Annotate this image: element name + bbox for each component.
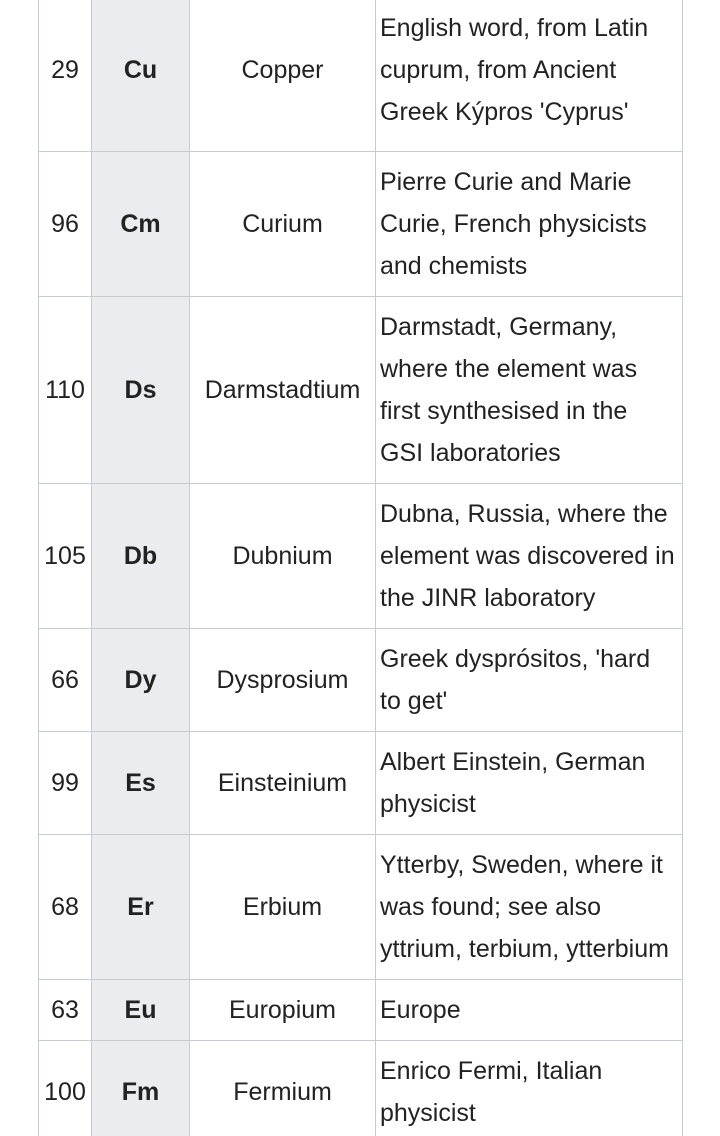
symbol-cell: Dy <box>92 629 190 732</box>
atomic-number-cell: 96 <box>39 152 92 297</box>
symbol-cell: Eu <box>92 980 190 1041</box>
name-origin-cell: Pierre Curie and Marie Curie, French physicists and chemists <box>376 152 683 297</box>
name-origin-cell: English word, from Latin cuprum, from Ancient Greek Kýpros 'Cyprus' <box>376 0 683 152</box>
table-row <box>39 732 683 835</box>
name-origin-cell: Albert Einstein, German physicist <box>376 732 683 835</box>
element-name-cell: Einsteinium <box>190 732 376 835</box>
element-name-cell: Darmstadtium <box>190 297 376 484</box>
symbol-cell: Ds <box>92 297 190 484</box>
table-row <box>39 835 683 980</box>
atomic-number-cell: 29 <box>39 0 92 152</box>
table-row <box>39 484 683 629</box>
table-row <box>39 0 683 152</box>
element-name-cell: Curium <box>190 152 376 297</box>
atomic-number-cell: 68 <box>39 835 92 980</box>
table-row <box>39 629 683 732</box>
element-name-cell: Erbium <box>190 835 376 980</box>
name-origin-cell: Greek dysprósitos, 'hard to get' <box>376 629 683 732</box>
atomic-number-cell: 110 <box>39 297 92 484</box>
symbol-cell: Es <box>92 732 190 835</box>
name-origin-cell: Ytterby, Sweden, where it was found; see also yttrium, terbium, ytterbium <box>376 835 683 980</box>
name-origin-cell: Enrico Fermi, Italian physicist <box>376 1041 683 1136</box>
atomic-number-cell: 105 <box>39 484 92 629</box>
table-row <box>39 297 683 484</box>
element-name-cell: Dysprosium <box>190 629 376 732</box>
symbol-cell: Cm <box>92 152 190 297</box>
atomic-number-cell: 100 <box>39 1041 92 1136</box>
elements-table-container <box>38 0 682 1136</box>
symbol-cell: Er <box>92 835 190 980</box>
atomic-number-cell: 63 <box>39 980 92 1041</box>
elements-table <box>38 0 683 1136</box>
symbol-cell: Cu <box>92 0 190 152</box>
atomic-number-cell: 66 <box>39 629 92 732</box>
element-name-cell: Europium <box>190 980 376 1041</box>
name-origin-cell: Darmstadt, Germany, where the element was first synthesised in the GSI laboratories <box>376 297 683 484</box>
symbol-cell: Db <box>92 484 190 629</box>
atomic-number-cell: 99 <box>39 732 92 835</box>
symbol-cell: Fm <box>92 1041 190 1136</box>
table-row <box>39 152 683 297</box>
table-row <box>39 980 683 1041</box>
name-origin-cell: Dubna, Russia, where the element was discovered in the JINR laboratory <box>376 484 683 629</box>
element-name-cell: Fermium <box>190 1041 376 1136</box>
table-row <box>39 1041 683 1136</box>
name-origin-cell: Europe <box>376 980 683 1041</box>
element-name-cell: Dubnium <box>190 484 376 629</box>
element-name-cell: Copper <box>190 0 376 152</box>
